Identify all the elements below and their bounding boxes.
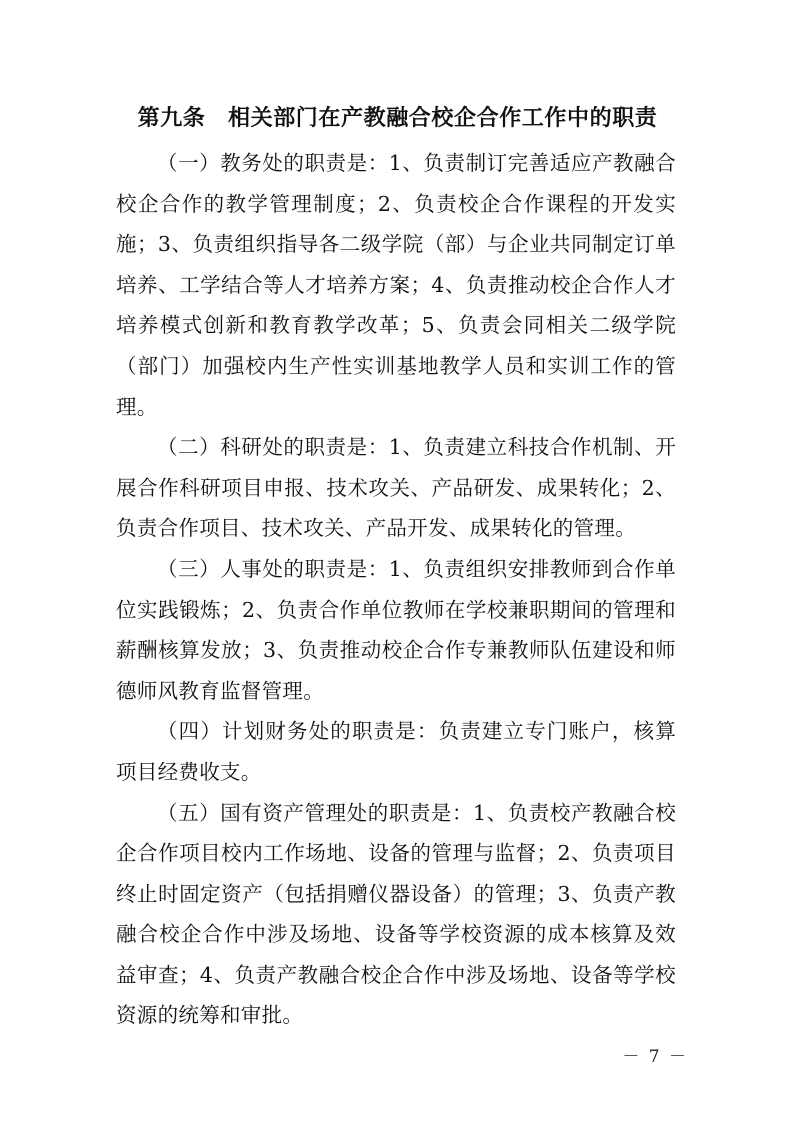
paragraph-finance-office: （四）计划财务处的职责是：负责建立专门账户，核算项目经费收支。 (116, 719, 676, 784)
paragraph-asset-management: （五）国有资产管理处的职责是：1、负责校产教融合校企合作项目校内工作场地、设备的管理与监督；2、负责项目终止时固定资产（包括捐赠仪器设备）的管理；3、负责产教融合校企合作中涉及场地、设备等学校资源的成本核算及效益审查；4、负责产教融合校企合作中涉及场地、设备等学校资源的统筹和审批。 (116, 800, 676, 1028)
paragraph-personnel-office: （三）人事处的职责是：1、负责组织安排教师到合作单位实践锻炼；2、负责合作单位教师在学校兼职期间的管理和薪酬核算发放；3、负责推动校企合作专兼教师队伍建设和师德师风教育监督管理。 (116, 556, 676, 703)
paragraph-academic-affairs: （一）教务处的职责是：1、负责制订完善适应产教融合校企合作的教学管理制度；2、负责校企合作课程的开发实施；3、负责组织指导各二级学院（部）与企业共同制定订单培养、工学结合等人才培养方案；4、负责推动校企合作人才培养模式创新和教育教学改革；5、负责会同相关二级学院（部门）加强校内生产性实训基地教学人员和实训工作的管理。 (116, 151, 676, 419)
paragraph-research-office: （二）科研处的职责是：1、负责建立科技合作机制、开展合作科研项目申报、技术攻关、产品研发、成果转化；2、负责合作项目、技术攻关、产品开发、成果转化的管理。 (116, 435, 676, 541)
article-body (116, 143, 676, 1036)
page-number: － 7 － (622, 1047, 688, 1067)
article-title: 第九条 相关部门在产教融合校企合作工作中的职责 (137, 106, 658, 131)
